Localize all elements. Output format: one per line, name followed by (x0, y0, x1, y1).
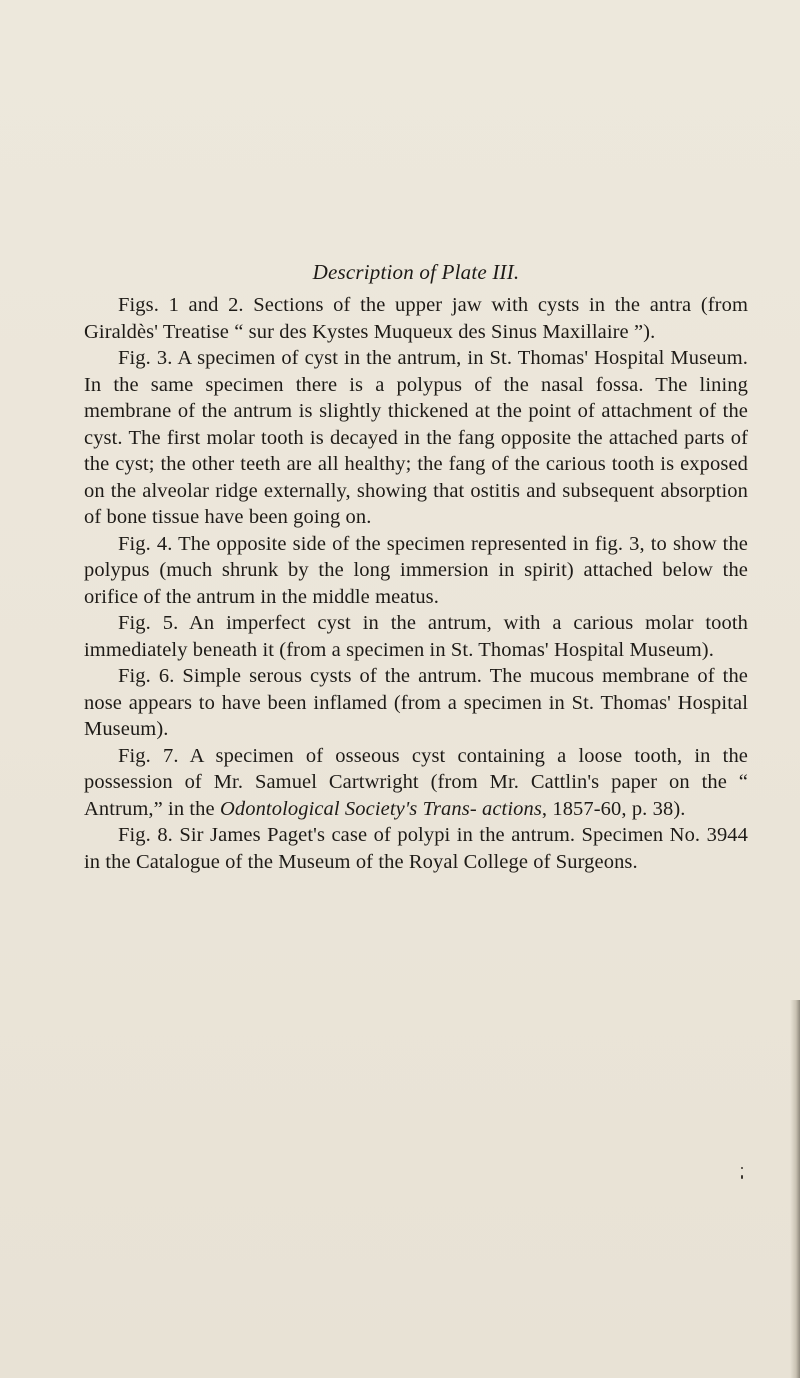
paragraph-fig-3: Fig. 3. A specimen of cyst in the antrum, in St. Thomas' Hospital Museum. In the same specimen there is a polypus of the nasal fossa. The lining membrane of the antrum is slightly thickened at the point of attachment of the cyst. The first molar tooth is decayed in the fang opposite the attached parts of the cyst; the other teeth are all healthy; the fang of the carious tooth is exposed on the alveolar ridge externally, showing that ostitis and subsequent absorption of bone tissue have been going on. (84, 347, 748, 528)
ink-speck (741, 1167, 743, 1169)
ink-speck (741, 1175, 743, 1179)
paragraph-fig-7 (84, 743, 748, 823)
paragraph-fig-8: Fig. 8. Sir James Paget's case of polypi in the antrum. Specimen No. 3944 in the Catalogue of the Museum of the Royal College of Surgeons. (84, 824, 748, 873)
paragraph-figs-1-2: Figs. 1 and 2. Sections of the upper jaw with cysts in the antra (from Giraldès' Treatise “ sur des Kystes Muqueux des Sinus Maxillaire ”). (84, 294, 748, 343)
page-heading: Description of Plate III. (312, 260, 520, 284)
fig-7-text-before: Fig. 7. A specimen of osseous cyst containing a loose tooth, in the possession of Mr. Samuel Cartwright (from Mr. Cattlin's paper on the “ Antrum,” in the (84, 744, 748, 820)
paragraph-fig-6: Fig. 6. Simple serous cysts of the antrum. The mucous membrane of the nose appears to have been inflamed (from a specimen in St. Thomas' Hospital Museum). (84, 665, 748, 740)
paragraph-fig-5: Fig. 5. An imperfect cyst in the antrum, with a carious molar tooth immediately beneath it (from a specimen in St. Thomas' Hospital Museum). (84, 612, 748, 661)
page-edge-shadow (790, 1000, 800, 1378)
paragraph-fig-4: Fig. 4. The opposite side of the specimen represented in fig. 3, to show the polypus (much shrunk by the long immersion in spirit) attached below the orifice of the antrum in the middle meatus. (84, 532, 748, 608)
fig-7-text-after: , 1857-60, p. 38). (541, 797, 686, 820)
fig-7-journal-title: Odontological Society's Trans- actions (219, 797, 542, 820)
plate-description (84, 258, 748, 875)
